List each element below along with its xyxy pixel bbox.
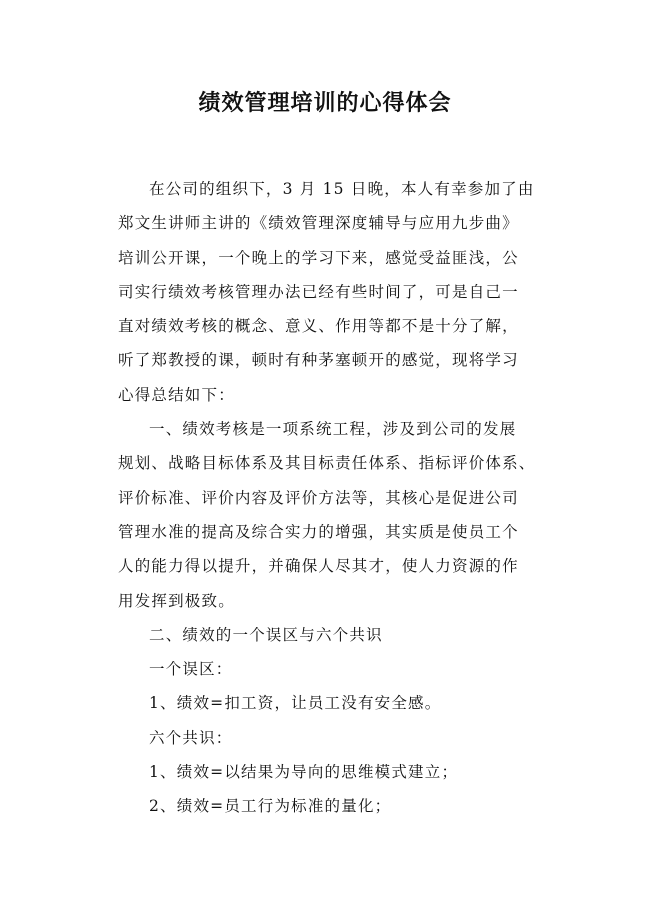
text-line: 规划、战略目标体系及其目标责任体系、指标评价体系、 <box>118 454 536 473</box>
text-line: 直对绩效考核的概念、意义、作用等都不是十分了解， <box>118 317 519 336</box>
text-line: 郑文生讲师主讲的《绩效管理深度辅导与应用九步曲》 <box>118 214 519 233</box>
text-line: 人的能力得以提升，并确保人尽其才，使人力资源的作 <box>118 557 519 576</box>
document-body <box>118 172 558 824</box>
paragraph-consensus-2 <box>118 789 558 823</box>
paragraph-consensus-heading <box>118 721 558 755</box>
paragraph-misconception-heading <box>118 652 558 686</box>
paragraph-consensus-1 <box>118 755 558 789</box>
text-line: 培训公开课，一个晚上的学习下来，感觉受益匪浅，公 <box>118 248 519 267</box>
text-line: 六个共识： <box>149 728 233 747</box>
text-line: 1、绩效=以结果为导向的思维模式建立； <box>149 763 459 782</box>
text-line: 心得总结如下： <box>118 385 235 404</box>
paragraph-point-1 <box>118 412 558 618</box>
text-line: 评价标准、评价内容及评价方法等，其核心是促进公司 <box>118 488 519 507</box>
text-line: 用发挥到极致。 <box>118 591 235 610</box>
paragraph-misconception-1 <box>118 686 558 720</box>
text-line: 二、绩效的一个误区与六个共识 <box>149 625 383 644</box>
text-line: 一、绩效考核是一项系统工程，涉及到公司的发展 <box>149 420 517 439</box>
text-line: 一个误区： <box>149 660 233 679</box>
text-line: 管理水准的提高及综合实力的增强，其实质是使员工个 <box>118 522 519 541</box>
paragraph-point-2 <box>118 618 558 652</box>
text-line: 2、绩效=员工行为标准的量化； <box>149 797 392 816</box>
paragraph-intro <box>118 172 558 412</box>
text-line: 在公司的组织下，3 月 15 日晚，本人有幸参加了由 <box>149 180 535 198</box>
text-line: 司实行绩效考核管理办法已经有些时间了，可是自己一 <box>118 282 519 301</box>
text-line: 1、绩效=扣工资，让员工没有安全感。 <box>149 694 442 713</box>
document-title: 绩效管理培训的心得体会 <box>198 91 452 116</box>
text-line: 听了郑教授的课，顿时有种茅塞顿开的感觉，现将学习 <box>118 351 519 370</box>
